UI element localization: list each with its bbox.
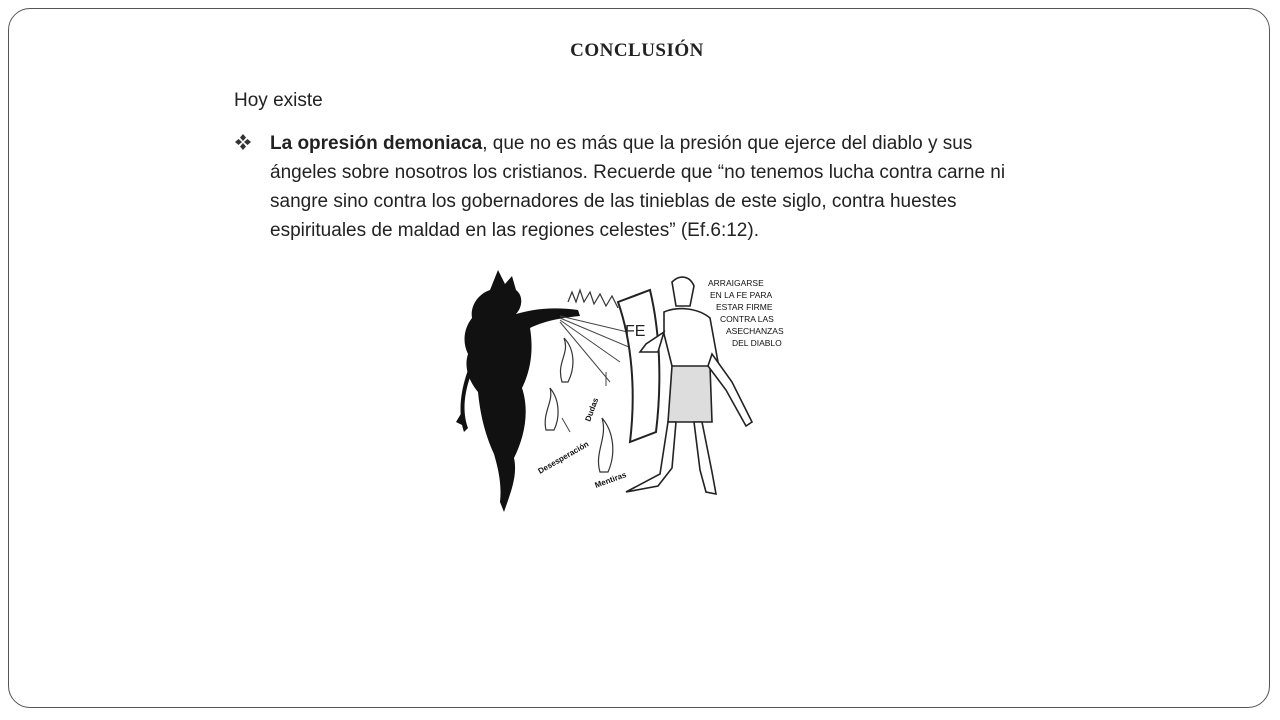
shield-label: FE [625, 323, 646, 340]
caption-block [708, 278, 784, 348]
bullet-body: , que no es más que la presión que ejerce del diablo y sus ángeles sobre nosotros los cristianos. Recuerde que “no tenemos lucha contra carne ni sangre sino contra los gobernadores de las tinieblas de este siglo, contra huestes espirituales de maldad en las regiones celestes” (Ef.6:12). [270, 133, 1006, 241]
four-diamond-bullet-icon [234, 133, 252, 151]
demon-figure [456, 270, 580, 512]
intro-text: Hoy existe [234, 90, 323, 111]
arrow-label-mentiras: Mentiras [593, 470, 628, 490]
caption-line: EN LA FE PARA [710, 290, 773, 300]
spiritual-warfare-illustration [450, 262, 810, 518]
caption-line: DEL DIABLO [732, 338, 782, 348]
bullet-item [234, 129, 1024, 245]
caption-line: CONTRA LAS [720, 314, 774, 324]
shield-of-faith [618, 290, 659, 442]
bullet-bold-lead: La opresión demoniaca [270, 133, 483, 154]
slide-title: CONCLUSIÓN [570, 40, 704, 61]
arrow-labels [537, 396, 629, 490]
caption-line: ASECHANZAS [726, 326, 784, 336]
arrow-label-dudas: Dudas [583, 396, 601, 423]
caption-line: ARRAIGARSE [708, 278, 764, 288]
caption-line: ESTAR FIRME [716, 302, 773, 312]
bullet-text [270, 129, 1024, 245]
arrow-label-desesperacion: Desesperación [536, 439, 591, 476]
